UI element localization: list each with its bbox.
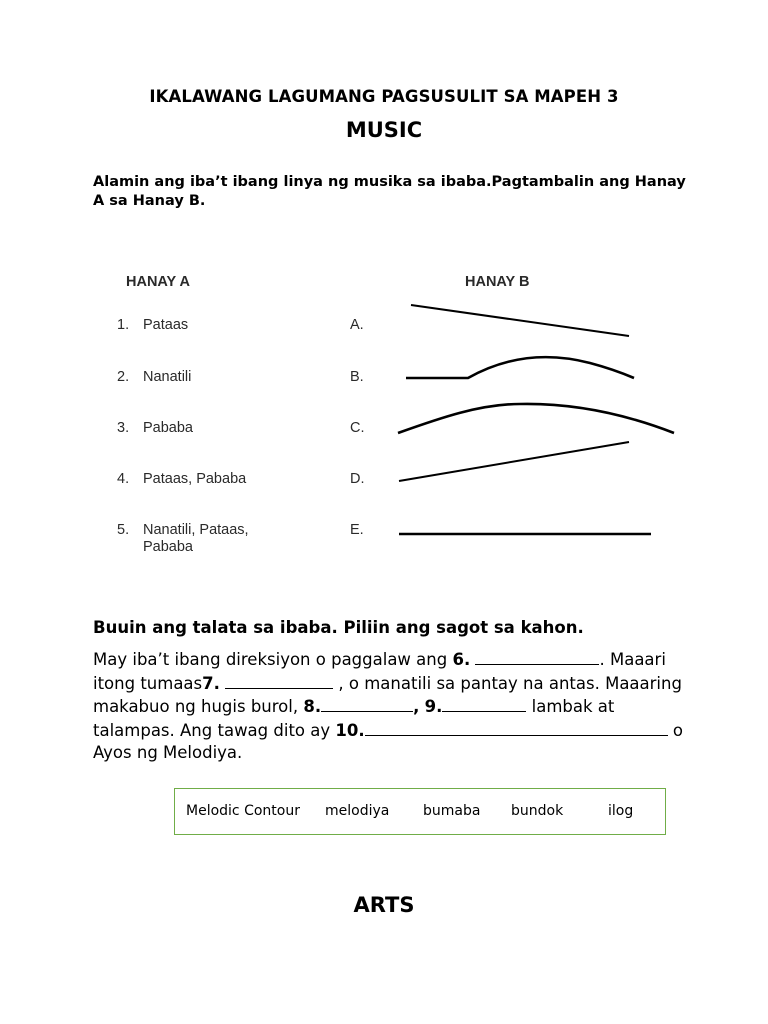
document-title: IKALAWANG LAGUMANG PAGSUSULIT SA MAPEH 3	[149, 87, 619, 106]
hanay-b-header: HANAY B	[465, 274, 530, 290]
blank-9[interactable]	[442, 695, 526, 712]
matching-instruction: Alamin ang iba’t ibang linya ng musika sa ibaba.Pagtambalin ang Hanay A sa Hanay B.	[93, 174, 686, 209]
arch-line	[398, 404, 674, 433]
subject-heading-music: MUSIC	[345, 118, 423, 142]
hanay-a-header: HANAY A	[126, 274, 190, 290]
blank-7[interactable]	[225, 672, 333, 689]
subject-heading-arts: ARTS	[353, 893, 415, 917]
word-choice: bundok	[511, 803, 564, 819]
fill-in-instruction: Buuin ang talata sa ibaba. Piliin ang sagot sa kahon.	[93, 618, 584, 637]
blank-6[interactable]	[475, 648, 599, 665]
blank-10[interactable]	[365, 719, 668, 736]
flat-then-hill-line	[406, 357, 634, 378]
word-choice: ilog	[608, 803, 634, 819]
word-choice: bumaba	[423, 803, 481, 819]
blank-8[interactable]	[321, 695, 413, 712]
word-choice: Melodic Contour	[186, 803, 300, 819]
ascending-line	[399, 442, 629, 481]
descending-line	[411, 305, 629, 336]
word-choice-box	[174, 788, 666, 835]
word-choice: melodiya	[325, 803, 390, 819]
fill-in-paragraph: May iba’t ibang direksiyon o paggalaw ang 6. . Maaari itong tumaas7. , o manatili sa pantay na antas. Maaaring makabuo ng hugis burol, 8. , 9. lambak at talampas. Ang tawag dito ay 10. o Ayos ng Melodiya.	[93, 650, 683, 763]
